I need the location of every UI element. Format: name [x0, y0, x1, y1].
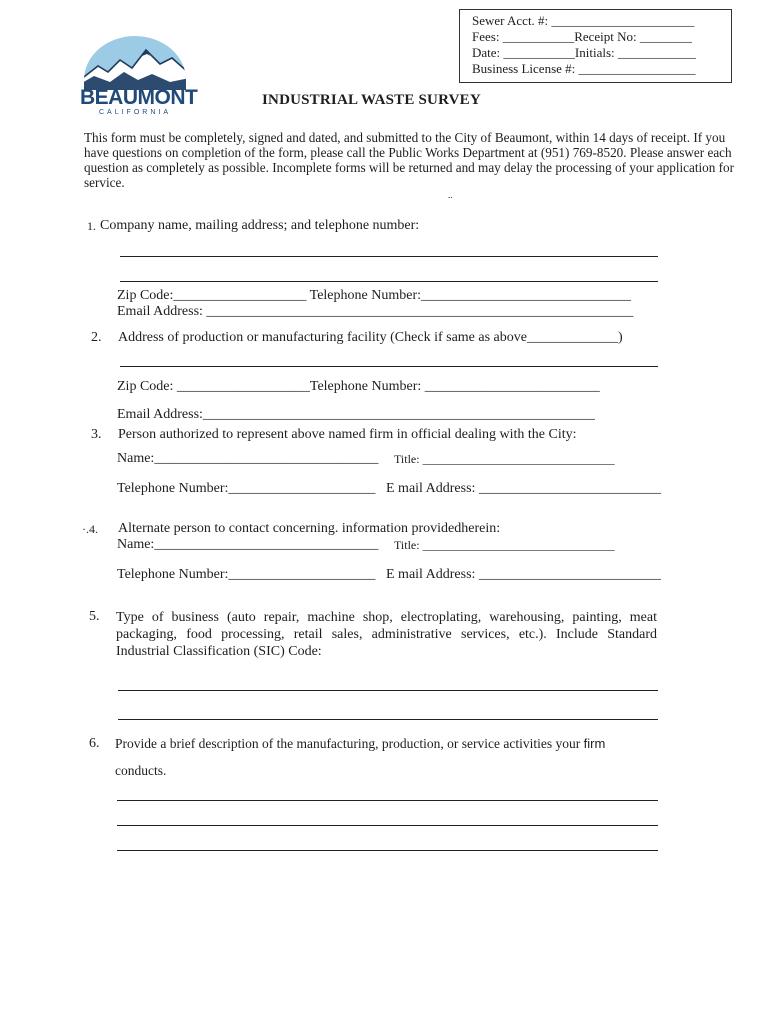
office-use-box: [459, 9, 732, 83]
q3-text: Person authorized to represent above named firm in official dealing with the City:: [118, 427, 577, 442]
q3-name-field[interactable]: Name:________________________________: [117, 451, 379, 466]
q3-phone-field[interactable]: Telephone Number:_____________________: [117, 481, 376, 496]
q6-line-3[interactable]: [117, 850, 658, 851]
q2-zip-phone-field[interactable]: Zip Code: ___________________Telephone Number: _________________________: [117, 379, 600, 394]
q4-number: ·.4.: [82, 522, 98, 536]
q5-line-2[interactable]: [118, 719, 658, 720]
business-license-field[interactable]: Business License #: __________________: [472, 61, 696, 76]
q2-email-field[interactable]: Email Address:________________________________________________________: [117, 407, 595, 422]
q4-name-field[interactable]: Name:________________________________: [117, 537, 379, 552]
beaumont-logo: [80, 36, 198, 120]
q2-line-1[interactable]: [120, 366, 658, 367]
logo-sub: CALIFORNIA: [98, 109, 171, 116]
q2-number: 2.: [91, 330, 102, 345]
q1-text: Company name, mailing address; and telephone number:: [100, 218, 420, 233]
q4-title-field[interactable]: Title: ________________________________: [394, 538, 615, 552]
q6-line-1[interactable]: [117, 800, 658, 801]
q4-text: Alternate person to contact concerning. information providedherein:: [118, 521, 501, 536]
stray-mark: ..: [448, 190, 453, 200]
logo-name: BEAUMONT: [80, 86, 198, 109]
q4-email-field[interactable]: E mail Address: __________________________: [386, 567, 661, 582]
intro-paragraph: This form must be completely, signed and dated, and submitted to the City of Beaumont, within 14 days of receipt. If you have questions on completion of the form, please call the Public Works Department at (951) 769-8520. Please answer each question as completely as possible. Incomplete forms will be returned and may delay the processing of your application for service.: [84, 130, 735, 190]
q1-number: 1.: [87, 219, 96, 233]
fees-receipt-field[interactable]: Fees: ___________Receipt No: ________: [472, 29, 692, 44]
q4-phone-field[interactable]: Telephone Number:_____________________: [117, 567, 376, 582]
q5-text: Type of business (auto repair, machine shop, electroplating, warehousing, painting, meat packaging, food processing, retail sales, administrative services, etc.). Include Standard Industrial Classification (SIC) Code:: [116, 610, 657, 659]
sewer-acct-field[interactable]: Sewer Acct. #: ______________________: [472, 13, 695, 28]
q3-email-field[interactable]: E mail Address: __________________________: [386, 481, 661, 496]
q1-line-1[interactable]: [120, 256, 658, 257]
date-initials-field[interactable]: Date: ___________Initials: ____________: [472, 45, 696, 60]
q5-number: 5.: [89, 609, 100, 624]
q6-line-2[interactable]: [117, 825, 658, 826]
q6-text: Provide a brief description of the manufacturing, production, or service activities your firm: [115, 736, 606, 751]
q5-line-1[interactable]: [118, 690, 658, 691]
q6-text-continued: conducts.: [115, 763, 167, 778]
q1-line-2[interactable]: [120, 281, 658, 282]
q3-title-field[interactable]: Title: ________________________________: [394, 452, 615, 466]
page-title: INDUSTRIAL WASTE SURVEY: [262, 92, 481, 108]
q3-number: 3.: [91, 427, 102, 442]
q1-zip-phone-field[interactable]: Zip Code:___________________ Telephone Number:______________________________: [117, 288, 632, 303]
q6-number: 6.: [89, 736, 100, 751]
mountain-logo-icon: [80, 36, 190, 90]
q1-email-field[interactable]: Email Address: _____________________________________________________________: [117, 304, 634, 319]
q2-text: Address of production or manufacturing facility (Check if same as above_____________): [118, 330, 623, 345]
